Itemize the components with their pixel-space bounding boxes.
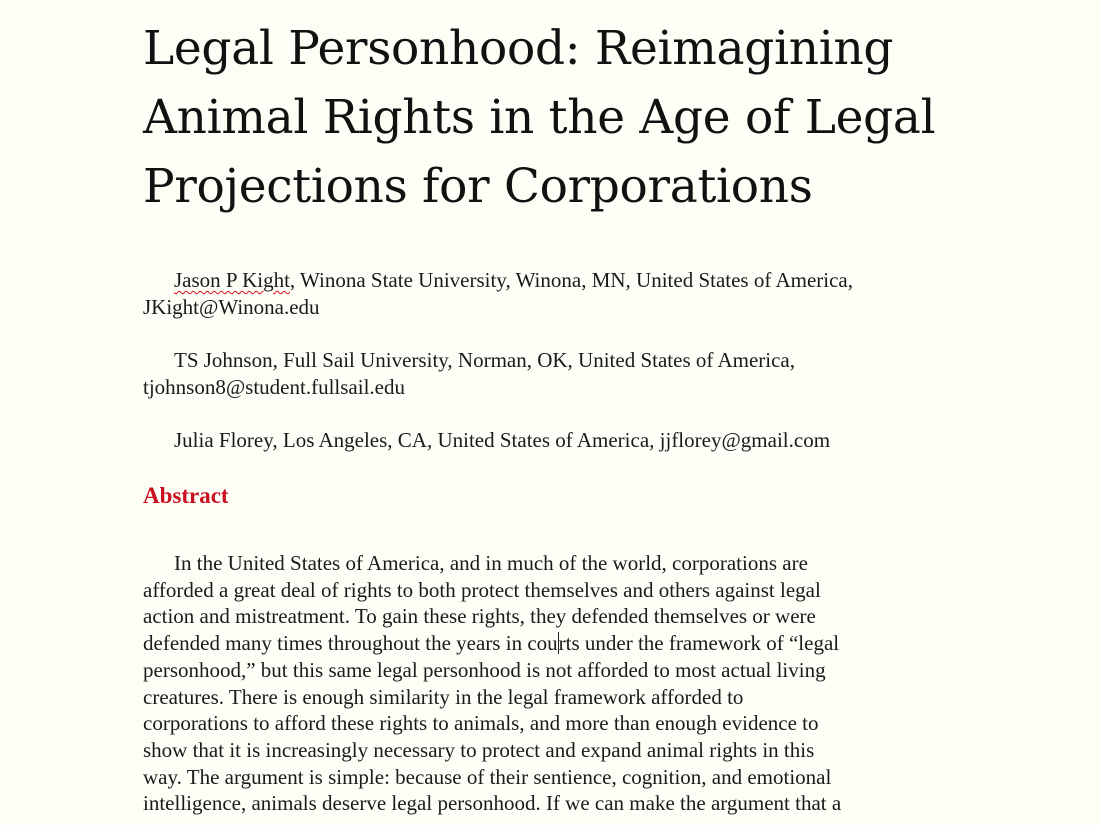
author-affiliation: , Winona State University, Winona, MN, United States of America, (289, 268, 853, 292)
document-title (143, 14, 1043, 221)
abstract-line: show that it is increasingly necessary to protect and expand animal rights in this (143, 737, 815, 762)
title-line: Projections for Corporations (143, 159, 813, 214)
abstract-line-with-caret (143, 630, 973, 657)
abstract-text-after-caret: rts under the framework of “legal (558, 631, 840, 656)
abstract-heading: Abstract (143, 483, 229, 508)
author-line: TS Johnson, Full Sail University, Norman, OK, United States of America, (174, 348, 795, 372)
abstract-line: intelligence, animals deserve legal personhood. If we can make the argument that a (143, 791, 842, 816)
abstract-line: action and mistreatment. To gain these rights, they defended themselves or were (143, 604, 816, 629)
abstract-line: afforded a great deal of rights to both protect themselves and others against legal (143, 577, 821, 602)
abstract-text-before-caret: defended many times throughout the years in cou (143, 631, 558, 656)
abstract-line: corporations to afford these rights to animals, and more than enough evidence to (143, 711, 819, 736)
author-email: JKight@Winona.edu (143, 295, 320, 319)
abstract-line: In the United States of America, and in much of the world, corporations are (174, 551, 808, 575)
author-johnson (143, 347, 963, 401)
abstract-line: personhood,” but this same legal personhood is not afforded to most actual living (143, 657, 826, 682)
author-email: tjohnson8@student.fullsail.edu (143, 375, 405, 399)
author-line: Julia Florey, Los Angeles, CA, United States of America, jjflorey@gmail.com (174, 428, 831, 452)
abstract-line: way. The argument is simple: because of their sentience, cognition, and emotional (143, 764, 832, 789)
author-name-misspelled[interactable]: Jason P Kight (174, 268, 290, 292)
author-florey (143, 427, 963, 454)
author-line (143, 267, 963, 294)
title-line: Legal Personhood: Reimagining (143, 21, 894, 76)
author-kight (143, 267, 963, 321)
abstract-paragraph[interactable] (143, 550, 973, 817)
title-line: Animal Rights in the Age of Legal (143, 90, 936, 145)
abstract-line: creatures. There is enough similarity in the legal framework afforded to (143, 684, 744, 709)
